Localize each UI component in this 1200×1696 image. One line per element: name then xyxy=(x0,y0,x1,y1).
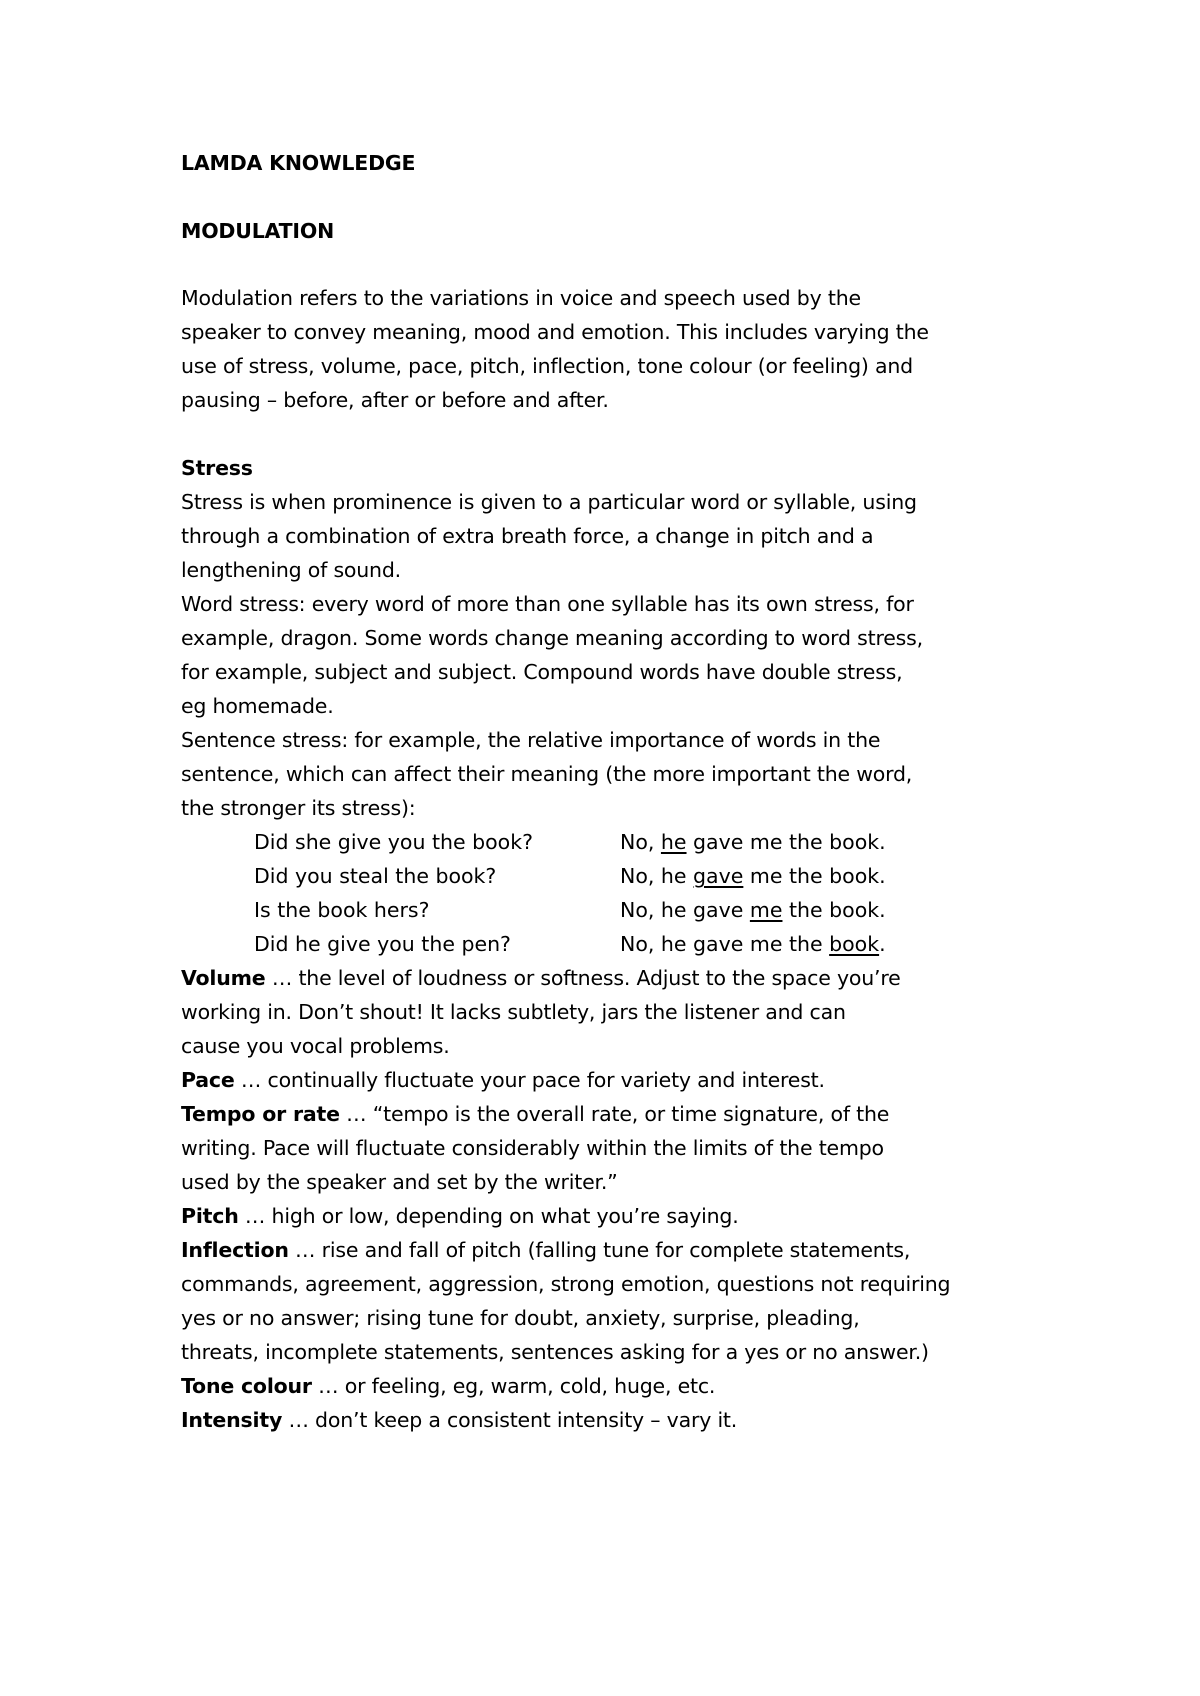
intro-line: pausing – before, after or before and after. xyxy=(181,388,609,412)
example-question: Is the book hers? xyxy=(254,898,430,922)
pitch-entry: Pitch … high or low, depending on what you’re saying. xyxy=(181,1204,739,1228)
term-label: Tempo or rate xyxy=(181,1102,340,1126)
stressed-word: gave xyxy=(693,864,744,888)
stress-line: through a combination of extra breath force, a change in pitch and a xyxy=(181,524,874,548)
stressed-word: me xyxy=(749,898,783,922)
example-question: Did you steal the book? xyxy=(254,864,497,888)
example-answer: No, he gave me the book. xyxy=(620,830,886,854)
section-title: MODULATION xyxy=(181,219,335,243)
term-label: Inflection xyxy=(181,1238,289,1262)
stress-line: the stronger its stress): xyxy=(181,796,416,820)
term-label: Pace xyxy=(181,1068,235,1092)
inflection-line: threats, incomplete statements, sentences asking for a yes or no answer.) xyxy=(181,1340,929,1364)
term-label: Pitch xyxy=(181,1204,239,1228)
stressed-word: he xyxy=(660,830,687,854)
stress-line: eg homemade. xyxy=(181,694,334,718)
tempo-entry: Tempo or rate … “tempo is the overall rate, or time signature, of the xyxy=(181,1102,890,1126)
volume-line: cause you vocal problems. xyxy=(181,1034,450,1058)
example-question: Did he give you the pen? xyxy=(254,932,511,956)
term-label: Intensity xyxy=(181,1408,283,1432)
stress-line: Stress is when prominence is given to a particular word or syllable, using xyxy=(181,490,917,514)
example-question: Did she give you the book? xyxy=(254,830,533,854)
stressed-word: book xyxy=(829,932,880,956)
stress-line: example, dragon. Some words change meaning according to word stress, xyxy=(181,626,923,650)
inflection-line: yes or no answer; rising tune for doubt, anxiety, surprise, pleading, xyxy=(181,1306,860,1330)
volume-line: working in. Don’t shout! It lacks subtlety, jars the listener and can xyxy=(181,1000,846,1024)
stress-line: sentence, which can affect their meaning (the more important the word, xyxy=(181,762,913,786)
term-label: Volume xyxy=(181,966,266,990)
example-answer: No, he gave me the book. xyxy=(620,932,886,956)
stress-line: for example, subject and subject. Compound words have double stress, xyxy=(181,660,903,684)
example-answer: No, he gave me the book. xyxy=(620,864,886,888)
intro-line: speaker to convey meaning, mood and emotion. This includes varying the xyxy=(181,320,929,344)
stress-line: Sentence stress: for example, the relative importance of words in the xyxy=(181,728,881,752)
intro-line: Modulation refers to the variations in voice and speech used by the xyxy=(181,286,861,310)
document-title: LAMDA KNOWLEDGE xyxy=(181,151,416,175)
term-label: Tone colour xyxy=(181,1374,312,1398)
intensity-entry: Intensity … don’t keep a consistent intensity – vary it. xyxy=(181,1408,738,1432)
inflection-line: commands, agreement, aggression, strong emotion, questions not requiring xyxy=(181,1272,951,1296)
example-answer: No, he gave me the book. xyxy=(620,898,886,922)
volume-entry: Volume … the level of loudness or softness. Adjust to the space you’re xyxy=(181,966,901,990)
pace-entry: Pace … continually fluctuate your pace for variety and interest. xyxy=(181,1068,825,1092)
intro-line: use of stress, volume, pace, pitch, inflection, tone colour (or feeling) and xyxy=(181,354,913,378)
stress-line: lengthening of sound. xyxy=(181,558,401,582)
tempo-line: used by the speaker and set by the writer.” xyxy=(181,1170,618,1194)
stress-heading: Stress xyxy=(181,456,253,480)
tempo-line: writing. Pace will fluctuate considerably within the limits of the tempo xyxy=(181,1136,884,1160)
tone-colour-entry: Tone colour … or feeling, eg, warm, cold, huge, etc. xyxy=(181,1374,716,1398)
inflection-entry: Inflection … rise and fall of pitch (falling tune for complete statements, xyxy=(181,1238,911,1262)
stress-line: Word stress: every word of more than one syllable has its own stress, for xyxy=(181,592,914,616)
